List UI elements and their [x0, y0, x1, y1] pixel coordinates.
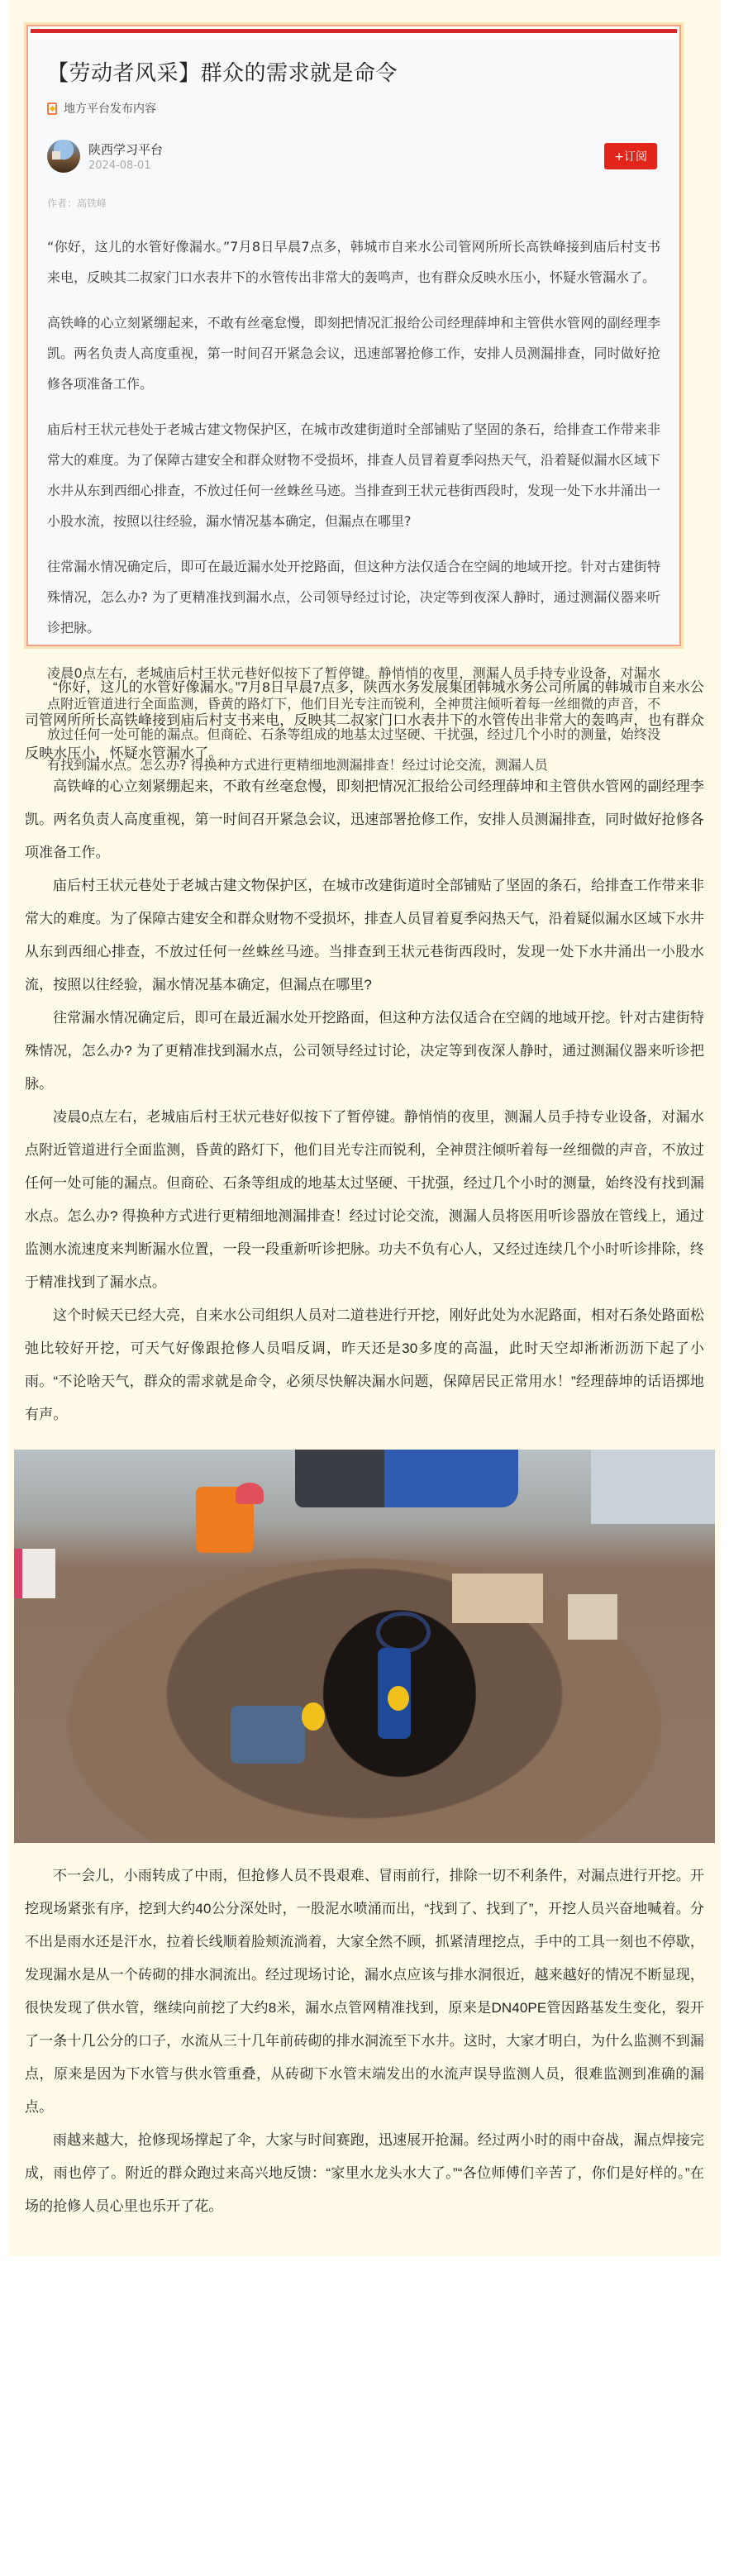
photo-fence	[591, 1450, 715, 1524]
card-paragraph: 往常漏水情况确定后，即可在最近漏水处开挖路面，但这种方法仅适合在空阔的地域开挖。针对古建街特殊情况，怎么办? 为了更精准找到漏水点，公司领导经过讨论，决定等到夜深人静时，通过测漏仪器来听诊把脉。	[47, 559, 660, 636]
publish-date: 2024-08-01	[88, 160, 151, 172]
subscribe-button[interactable]: +订阅	[604, 143, 657, 169]
card-top-accent-line	[31, 29, 677, 33]
author-byline: 作者：高铁峰	[47, 198, 107, 209]
article-paragraph: 庙后村王状元巷处于老城古建文物保护区，在城市改建街道时全部铺贴了坚固的条石，给排查工作带来非常大的难度。为了保障古建安全和群众财物不受损坏，排查人员冒着夏季闷热天气，沿着疑似漏水区域下水井从东到西细心排查，不放过任何一丝蛛丝马迹。当排查到王状元巷街西段时，发现一处下水井涌出一小股水流，按照以往经验，漏水情况基本确定，但漏点在哪里?	[25, 878, 704, 993]
article-paragraph: “你好，这儿的水管好像漏水。”7月8日早晨7点多，陕西水务发展集团韩城水务公司所属的韩城市自来水公司管网所所长高铁峰接到庙后村支书来电，反映其二叔家门口水表井下的水管传出非常大的轰鸣声，也有群众反映水压小，怀疑水管漏水了。	[25, 679, 704, 761]
author-row	[47, 140, 660, 173]
repair-site-photo	[14, 1450, 715, 1843]
card-paragraph: 高铁峰的心立刻紧绷起来，不敢有丝毫怠慢，即刻把情况汇报给公司经理薛坤和主管供水管网的副经理李凯。两名负责人高度重视，第一时间召开紧急会议，迅速部署抢修工作，安排人员测漏排查，同时做好抢修各项准备工作。	[47, 315, 660, 392]
article-paragraph: 高铁峰的心立刻紧绷起来，不敢有丝毫怠慢，即刻把情况汇报给公司经理薛坤和主管供水管网的副经理李凯。两名负责人高度重视，第一时间召开紧急会议，迅速部署抢修工作，安排人员测漏排查，同时做好抢修各项准备工作。	[25, 779, 704, 860]
card-paragraph: 凌晨0点左右，老城庙后村王状元巷好似按下了暂停键。静悄悄的夜里，测漏人员手持专业设备，对漏水点附近管道进行全面监测，昏黄的路灯下，他们目光专注而锐利，全神贯注倾听着每一丝细微的声音，不放过任何一处可能的漏点。但商砼、石条等组成的地基太过坚硬、干扰强，经过几个小时的测量，始终没有找到漏水点。怎么办? 得换种方式进行更精细地测漏排查！经过讨论交流，测漏人员	[47, 665, 660, 773]
card-paragraph: 庙后村王状元巷处于老城古建文物保护区，在城市改建街道时全部铺贴了坚固的条石，给排查工作带来非常大的难度。为了保障古建安全和群众财物不受损坏，排查人员冒着夏季闷热天气，沿着疑似漏水区域下水井从东到西细心排查，不放过任何一丝蛛丝马迹。当排查到王状元巷街西段时，发现一处下水井涌出一小股水流，按照以往经验，漏水情况基本确定，但漏点在哪里?	[47, 421, 660, 529]
photo-red-helmet	[236, 1483, 264, 1504]
photo-worker-grey	[231, 1706, 305, 1764]
source-label: 地方平台发布内容	[64, 102, 156, 116]
photo-bucket	[14, 1549, 55, 1598]
platform-name[interactable]: 陕西学习平台	[88, 142, 164, 157]
photo-yellow-helmet	[302, 1702, 325, 1731]
article-paragraph: 雨越来越大，抢修现场撑起了伞，大家与时间赛跑，迅速展开抢漏。经过两小时的雨中奋战，漏点焊接完成，雨也停了。附近的群众跑过来高兴地反馈：“家里水龙头水大了。”“各位师傅们辛苦了，你们是好样的。”在场的抢修人员心里也乐开了花。	[25, 2132, 704, 2214]
article-paragraph: 这个时候天已经大亮，自来水公司组织人员对二道巷进行开挖，刚好此处为水泥路面，相对石条处路面松弛比较好开挖，可天气好像跟抢修人员唱反调，昨天还是30多度的高温，此时天空却淅淅沥沥下起了小雨。“不论啥天气，群众的需求就是命令，必须尽快解决漏水问题，保障居民正常用水！”经理薛坤的话语掷地有声。	[25, 1307, 704, 1422]
bookmark-star-icon	[47, 102, 57, 115]
article-paragraph: 往常漏水情况确定后，即可在最近漏水处开挖路面，但这种方法仅适合在空阔的地域开挖。针对古建街特殊情况，怎么办? 为了更精准找到漏水点，公司领导经过讨论，决定等到夜深人静时，通过测漏仪器来听诊把脉。	[25, 1010, 704, 1092]
article-body	[8, 646, 721, 2223]
photo-bricks	[568, 1594, 617, 1640]
article-paragraph: 不一会儿，小雨转成了中雨，但抢修人员不畏艰难、冒雨前行，排除一切不利条件，对漏点进行开挖。开挖现场紧张有序，挖到大约40公分深处时，一股泥水喷涌而出，“找到了、找到了”，开挖人员兴奋地喊着。分不出是雨水还是汗水，拉着长线顺着脸颊流淌着，大家全然不顾，抓紧清理挖点，手中的工具一刻也不停歇，发现漏水是从一个砖砌的排水洞流出。经过现场讨论，漏水点应该与排水洞很近，越来越好的情况不断显现，很快发现了供水管，继续向前挖了大约8米，漏水点管网精准找到，原来是DN40PE管因路基发生变化，裂开了一条十几公分的口子，水流从三十几年前砖砌的排水洞流至下水井。这时，大家才明白，为什么监测不到漏点，原来是因为下水管与供水管重叠，从砖砌下水管末端发出的水流声误导监测人员，很难监测到准确的漏点。	[25, 1868, 704, 2115]
page-container	[8, 0, 721, 2256]
article-paragraph: 凌晨0点左右，老城庙后村王状元巷好似按下了暂停键。静悄悄的夜里，测漏人员手持专业设备，对漏水点附近管道进行全面监测，昏黄的路灯下，他们目光专注而锐利，全神贯注倾听着每一丝细微的声音，不放过任何一处可能的漏点。但商砼、石条等组成的地基太过坚硬、干扰强，经过几个小时的测量，始终没有找到漏水点。怎么办? 得换种方式进行更精细地测漏排查！经过讨论交流，测漏人员将医用听诊器放在管线上，通过监测水流速度来判断漏水位置，一段一段重新听诊把脉。功夫不负有心人，又经过连续几个小时听诊排除，终于精准找到了漏水点。	[25, 1109, 704, 1290]
photo-bricks	[452, 1574, 543, 1623]
card-paragraph: “你好，这儿的水管好像漏水。”7月8日早晨7点多，韩城市自来水公司管网所所长高铁峰接到庙后村支书来电，反映其二叔家门口水表井下的水管传出非常大的轰鸣声，也有群众反映水压小，怀疑水管漏水了。	[47, 239, 660, 285]
avatar[interactable]	[47, 140, 80, 173]
photo-truck	[295, 1450, 518, 1507]
source-row	[47, 100, 660, 117]
card-title: 【劳动者风采】群众的需求就是命令	[47, 61, 398, 86]
photo-valve	[376, 1612, 431, 1653]
author-info[interactable]	[47, 140, 163, 173]
photo-yellow-helmet	[388, 1686, 409, 1711]
